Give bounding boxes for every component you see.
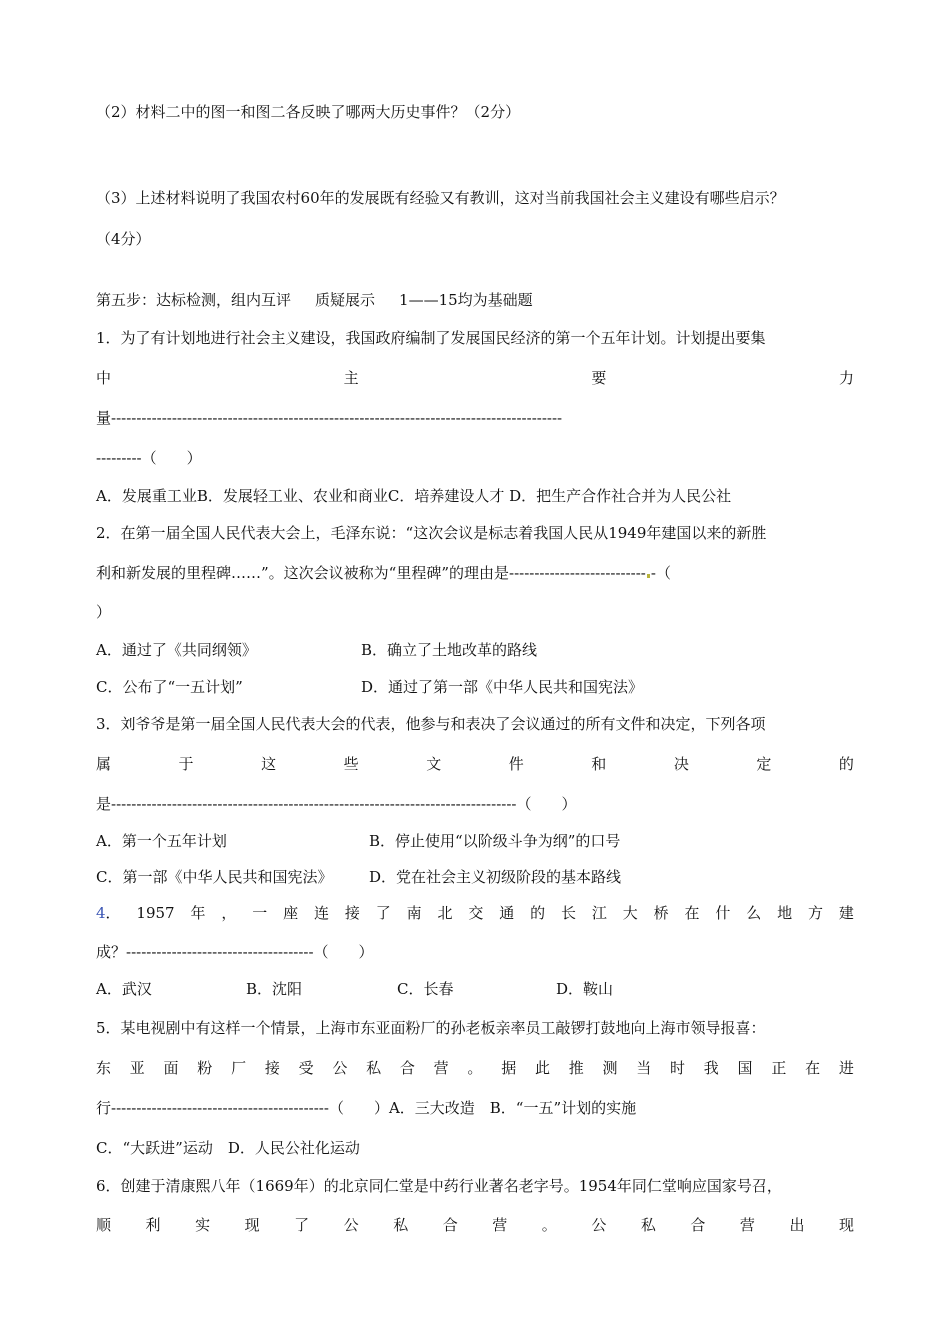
q5-char: 私: [366, 1059, 382, 1077]
q6-char: 现: [838, 1216, 854, 1234]
q6-char: 公: [343, 1216, 359, 1234]
q5-char: 我: [703, 1059, 719, 1077]
q5-char: 接: [264, 1059, 280, 1077]
q3-option-a: A．第一个五年计划: [96, 832, 227, 850]
q5-char: 。: [467, 1059, 483, 1077]
q5-char: 据: [501, 1059, 517, 1077]
q4-char: 什: [715, 904, 731, 922]
q4-number: [96, 903, 121, 923]
q1-line4: ---------（ ）: [96, 449, 202, 467]
q1-answer-blank: -----------------------------------------------------------------------------------------: [111, 409, 563, 427]
q5-char: 时: [670, 1059, 686, 1077]
q2-line1: 2．在第一届全国人民代表大会上，毛泽东说：“这次会议是标志着我国人民从1949年建国以来的新胜: [96, 524, 767, 542]
q6-char: 实: [195, 1216, 211, 1234]
q6-char: 利: [145, 1216, 161, 1234]
q4-char: 建: [838, 904, 854, 922]
step5-sub2: 1——15均为基础题: [399, 291, 533, 309]
q5-char: 在: [805, 1059, 821, 1077]
q5-char: 公: [332, 1059, 348, 1077]
q5-line1: 5．某电视剧中有这样一个情景，上海市东亚面粉厂的孙老板亲率员工敲锣打鼓地向上海市领导报喜：: [96, 1019, 766, 1037]
q6-char: 合: [442, 1216, 458, 1234]
q1-char: 要: [591, 369, 607, 387]
q4-option-b: B．沈阳: [246, 980, 303, 998]
q4-char: 通: [499, 904, 515, 922]
material-question-2: （2）材料二中的图一和图二各反映了哪两大历史事件？（2分）: [96, 103, 521, 121]
q2-option-d: D．通过了第一部《中华人民共和国宪法》: [361, 678, 644, 696]
q5-char: 正: [771, 1059, 787, 1077]
q4-char: ，: [221, 904, 237, 922]
q2-option-a: A．通过了《共同纲领》: [96, 641, 257, 659]
q4-char: 连: [313, 904, 329, 922]
q4-char: 南: [406, 904, 422, 922]
q3-option-c: C．第一部《中华人民共和国宪法》: [96, 868, 333, 886]
q1-char: 中: [96, 369, 112, 387]
q3-line2-spread: [96, 754, 854, 774]
q3-option-b: B．停止使用“以阶级斗争为纲”的口号: [369, 832, 621, 850]
q5-char: 厂: [231, 1059, 247, 1077]
q6-line1: 6．创建于清康熙八年（1669年）的北京同仁堂是中药行业著名老字号。1954年同仁堂响应国家号召，: [96, 1177, 782, 1195]
q3-option-d: D．党在社会主义初级阶段的基本路线: [369, 868, 622, 886]
q4-char: 方: [807, 904, 823, 922]
q4-char: 接: [344, 904, 360, 922]
step5-heading: [96, 290, 854, 310]
step5-sub1: 质疑展示: [315, 291, 376, 309]
q3-char: 这: [261, 755, 277, 773]
q5-char: 东: [96, 1059, 112, 1077]
q5-char: 合: [399, 1059, 415, 1077]
q2-line3: ）: [96, 603, 112, 621]
q2-line2-text: 利和新发展的里程碑……”。这次会议被称为“里程碑”的理由是: [96, 564, 510, 582]
q4-char: 江: [591, 904, 607, 922]
q5-char: 面: [163, 1059, 179, 1077]
q2-option-c: C．公布了“一五计划”: [96, 678, 243, 696]
q4-char: 桥: [653, 904, 669, 922]
q5-line2-spread: [96, 1058, 854, 1078]
q3-char: 件: [508, 755, 524, 773]
q2-option-b: B．确立了土地改革的路线: [361, 641, 538, 659]
q3-char: 于: [178, 755, 194, 773]
q5-char: 营: [433, 1059, 449, 1077]
q6-char: 营: [492, 1216, 508, 1234]
q4-char: 长: [560, 904, 576, 922]
q3-options-row1: [96, 831, 854, 851]
q4-line2: 成？-------------------------------------（ ）: [96, 943, 374, 961]
q6-char: 现: [244, 1216, 260, 1234]
q1-line3-start: 量: [96, 409, 112, 427]
q6-char: 了: [294, 1216, 310, 1234]
q6-char: 合: [690, 1216, 706, 1234]
q3-char: 定: [756, 755, 772, 773]
q5-char: 当: [636, 1059, 652, 1077]
q3-char: 些: [343, 755, 359, 773]
q1-char: 主: [343, 369, 359, 387]
q4-char: 大: [622, 904, 638, 922]
q4-char: 地: [777, 904, 793, 922]
q2-options-row1: [96, 640, 854, 660]
q4-line1-spread: [96, 903, 854, 923]
q4-options: [96, 979, 854, 999]
q3-char: 属: [96, 755, 112, 773]
material-question-3-line2: （4分）: [96, 230, 151, 248]
q5-char: 此: [534, 1059, 550, 1077]
q3-line1: 3．刘爷爷是第一届全国人民代表大会的代表，他参与和表决了会议通过的所有文件和决定，下列各项: [96, 715, 766, 733]
q3-char: 决: [673, 755, 689, 773]
q5-char: 推: [568, 1059, 584, 1077]
q2-line2-end: -（: [650, 564, 671, 582]
q4-char: 的: [530, 904, 546, 922]
q4-char: 交: [468, 904, 484, 922]
q5-char: 亚: [129, 1059, 145, 1077]
q4-char: 了: [375, 904, 391, 922]
q4-char: 年: [190, 904, 206, 922]
q4-char: 座: [283, 904, 299, 922]
q5-line3: 行-------------------------------------------（ ）A．三大改造 B．“一五”计划的实施: [96, 1099, 637, 1117]
q4-char: 一: [252, 904, 268, 922]
q4-char: 在: [684, 904, 700, 922]
q4-char: 北: [437, 904, 453, 922]
highlight-mark: [647, 574, 650, 578]
q4-char: ．: [105, 904, 121, 922]
q5-char: 进: [838, 1059, 854, 1077]
q6-line2-spread: [96, 1215, 854, 1235]
q2-options-row2: [96, 677, 854, 697]
q5-char: 受: [298, 1059, 314, 1077]
q4-char: 么: [746, 904, 762, 922]
q5-char: 测: [602, 1059, 618, 1077]
q6-char: 营: [739, 1216, 755, 1234]
q6-char: 公: [591, 1216, 607, 1234]
q6-char: 。: [541, 1216, 557, 1234]
q4-option-a: A．武汉: [96, 980, 152, 998]
q5-char: 国: [737, 1059, 753, 1077]
q5-char: 粉: [197, 1059, 213, 1077]
q1-line3: [96, 408, 854, 428]
q4-option-c: C．长春: [397, 980, 454, 998]
q6-char: 出: [789, 1216, 805, 1234]
material-question-3-line1: （3）上述材料说明了我国农村60年的发展既有经验又有教训，这对当前我国社会主义建设有哪些启示？: [96, 189, 785, 207]
q4-option-d: D．鞍山: [556, 980, 614, 998]
q6-char: 顺: [96, 1216, 112, 1234]
q6-char: 私: [393, 1216, 409, 1234]
q6-char: 私: [640, 1216, 656, 1234]
q2-answer-blank: ---------------------------: [509, 564, 646, 582]
q1-options: A．发展重工业B．发展轻工业、农业和商业C．培养建设人才 D．把生产合作社合并为人民公社: [96, 487, 732, 505]
q3-options-row2: [96, 867, 854, 887]
q1-char: 力: [838, 369, 854, 387]
q3-line3: 是--------------------------------------------------------------------------------（ ）: [96, 795, 577, 813]
q1-line1: 1．为了有计划地进行社会主义建设，我国政府编制了发展国民经济的第一个五年计划。计划提出要集: [96, 329, 766, 347]
q3-char: 文: [426, 755, 442, 773]
q4-char: 1957: [136, 904, 175, 922]
q3-char: 的: [838, 755, 854, 773]
q5-line4: C．“大跃进”运动 D．人民公社化运动: [96, 1139, 360, 1157]
step5-title: 第五步：达标检测，组内互评: [96, 291, 292, 309]
q2-line2: [96, 563, 854, 583]
q4-num: 4: [96, 904, 106, 922]
q3-char: 和: [591, 755, 607, 773]
q1-line2-spread: [96, 368, 854, 388]
